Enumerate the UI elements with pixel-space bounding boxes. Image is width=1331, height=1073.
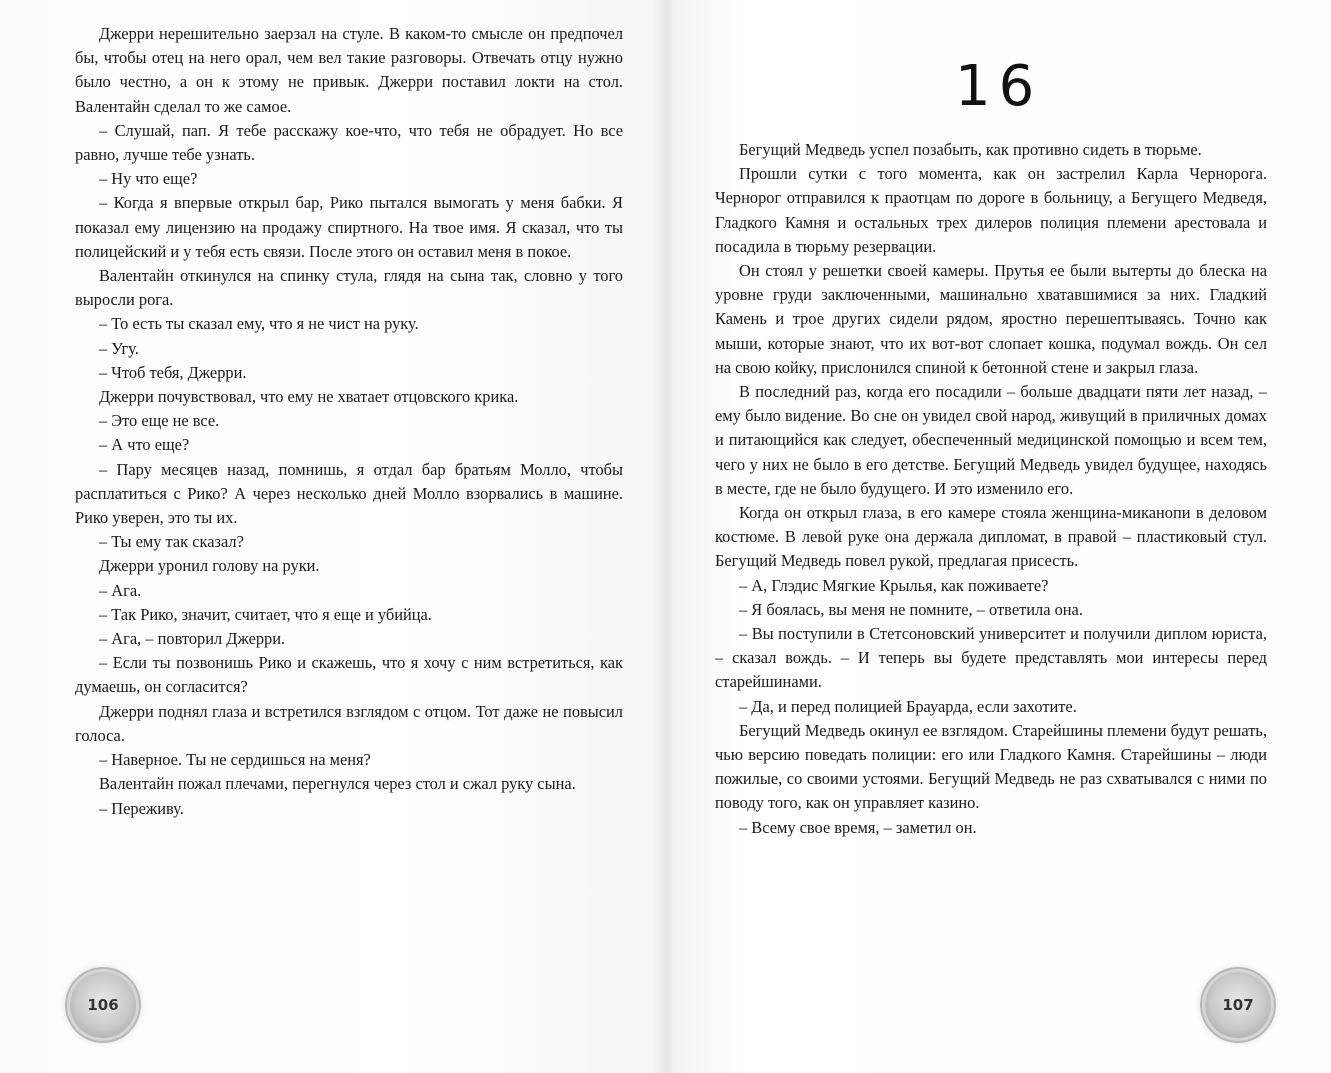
paragraph: Валентайн пожал плечами, перегнулся через стол и сжал руку сына. [99,774,576,794]
paragraph: – Да, и перед полицией Брауарда, если захотите. [739,696,1077,716]
paragraph: – Ага, – повторил Джерри. [99,629,286,649]
paragraph: – Я боялась, вы меня не помните, – ответила она. [739,599,1083,619]
paragraph: – Это еще не все. [99,411,220,431]
page-number-left: 106 [70,972,136,1038]
paragraph: – Слушай, пап. Я тебе расскажу кое-что, что тебя не обрадует. Но все равно, лучше тебе узнать. [75,120,623,165]
paragraph: – То есть ты сказал ему, что я не чист на руку. [99,314,419,334]
paragraph: – А, Глэдис Мягкие Крылья, как поживаете? [739,575,1049,595]
paragraph: В последний раз, когда его посадили – больше двадцати пяти лет назад, – ему было видение. Во сне он увидел свой народ, живущий в приличных домах и питающийся как следует, обеспеченный медицинской помощью и всем тем, чего у них не было в его детстве. Бегущий Медведь увидел будущее, находясь в месте, где не было будущего. И это изменило его. [715,382,1267,498]
paragraph: – Вы поступили в Стетсоновский университет и получили диплом юриста, – сказал вождь. – И теперь вы будете представлять мои интересы перед старейшинами. [715,624,1267,692]
paragraph: – Пару месяцев назад, помнишь, я отдал бар братьям Молло, чтобы расплатиться с Рико? А через несколько дней Молло взорвались в машине. Рико уверен, это ты их. [75,459,623,528]
paragraph: Джерри поднял глаза и встретился взглядом с отцом. Тот даже не повысил голоса. [75,701,623,745]
paragraph: Он стоял у решетки своей камеры. Прутья ее были вытерты до блеска на уровне груди заключенными, машинально хватавшимися за них. Гладкий Камень и трое других сидели рядом, яростно перешептываясь. Точно как мыши, которые знают, что их вот-вот слопает кошка, подумал вождь. Он сел на свою койку, прислонился спиной к бетонной стене и закрыл глаза. [715,261,1267,377]
page-number-right: 107 [1205,972,1271,1038]
left-page [0,0,665,1073]
paragraph: Валентайн откинулся на спинку стула, глядя на сына так, словно у того выросли рога. [75,266,623,310]
right-page [665,0,1331,1073]
paragraph: Джерри нерешительно заерзал на стуле. В каком-то смысле он предпочел бы, чтобы отец на него орал, чем вел такие разговоры. Отвечать отцу нужно было честно, а он к этому не привык. Джерри поставил локти на стол. Валентайн сделал то же самое. [75,24,623,116]
paragraph: – Ага. [99,580,142,600]
paragraph: – А что еще? [99,435,190,455]
paragraph: – Ты ему так сказал? [99,532,244,552]
paragraph: Прошли сутки с того момента, как он застрелил Карла Чернорога. Чернорог отправился к праотцам по дороге в больницу, а Бегущего Медведя, Гладкого Камня и остальных трех дилеров полиция племени арестовала и посадила в тюрьму резервации. [715,164,1267,256]
paragraph: – Если ты позвонишь Рико и скажешь, что я хочу с ним встретиться, как думаешь, он согласится? [75,653,623,697]
paragraph: – Чтоб тебя, Джерри. [99,362,247,382]
paragraph: Джерри почувствовал, что ему не хватает отцовского крика. [99,387,519,407]
paragraph: Бегущий Медведь успел позабыть, как противно сидеть в тюрьме. [739,140,1202,159]
paragraph: – Когда я впервые открыл бар, Рико пытался вымогать у меня бабки. Я показал ему лицензию на продажу спиртного. На твое имя. Я сказал, что ты полицейский и у тебя есть связи. После этого он оставил меня в покое. [75,193,623,261]
book-gutter [652,0,678,1073]
right-page-text [715,138,1267,840]
paragraph: Бегущий Медведь окинул ее взглядом. Старейшины племени будут решать, чью версию поведать полиции: его или Гладкого Камня. Старейшины – люди пожилые, со своими устоями. Бегущий Медведь не раз схватывался с ними по поводу того, как он управляет казино. [715,720,1267,813]
paragraph: Джерри уронил голову на руки. [99,556,320,576]
paragraph: – Ну что еще? [99,169,198,189]
paragraph: – Угу. [99,338,139,358]
paragraph: – Переживу. [99,798,184,818]
left-page-text [75,22,623,821]
chapter-number: 16 [955,54,1043,119]
paragraph: – Наверное. Ты не сердишься на меня? [99,750,371,770]
paragraph: Когда он открыл глаза, в его камере стояла женщина-миканопи в деловом костюме. В левой руке она держала дипломат, в правой – пластиковый стул. Бегущий Медведь повел рукой, предлагая присесть. [715,503,1267,571]
paragraph: – Так Рико, значит, считает, что я еще и убийца. [99,604,432,624]
paragraph: – Всему свое время, – заметил он. [739,817,977,837]
